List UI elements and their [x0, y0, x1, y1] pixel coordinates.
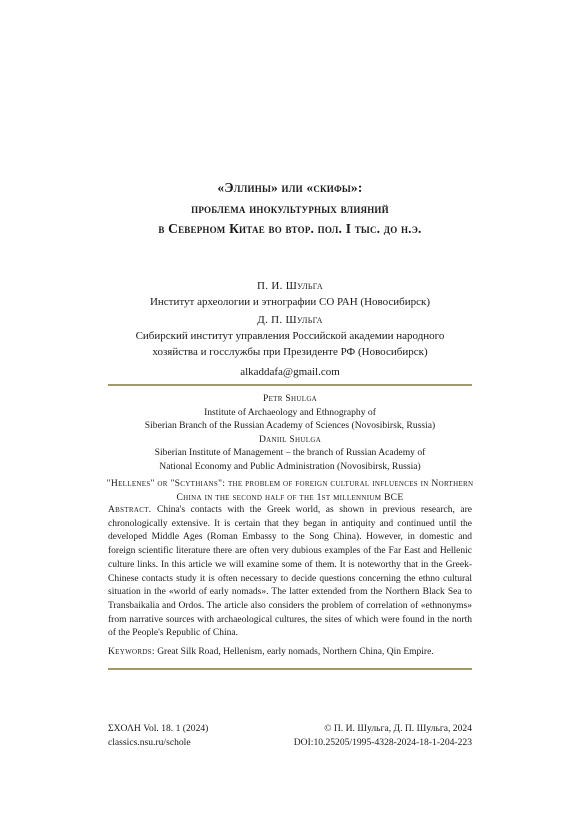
keywords-text: Great Silk Road, Hellenism, early nomads, Northern China, Qin Empire.	[157, 647, 434, 657]
divider-top	[108, 384, 472, 386]
author-en-2-affiliation-line-1: Siberian Institute of Management – the branch of Russian Academy of	[154, 447, 426, 459]
author-en-2-affiliation-line-2: National Economy and Public Administration (Novosibirsk, Russia)	[159, 460, 421, 472]
author-2-name: Д. П. Шульга	[257, 314, 323, 326]
author-en-2-name: Daniil Shulga	[258, 433, 322, 445]
title-en-line-1: "Hellenes" or "Scythians": the problem of foreign cultural influences in Northern	[106, 478, 474, 489]
authors-ru	[60, 278, 520, 380]
author-en-1-affiliation-line-2: Siberian Branch of the Russian Academy of Sciences (Novosibirsk, Russia)	[144, 420, 436, 432]
author-email[interactable]: alkaddafa@gmail.com	[240, 366, 340, 378]
abstract-text: China's contacts with the Greek world, as shown in previous research, are chronologically extensive. It is certain that they began in antiquity and continued until the developed Middle Ages (Roman Embassy to the Song China). However, in domestic and foreign scientific literature there are often very dubious examples of the Far East and Hellenic culture links. In this article we will examine some of them. It is noteworthy that in the Greek-Chinese contacts study it is often necessary to decide questions concerning the ethno cultural situation in the «world of early nomads». The latter extended from the Northern Black Sea to Transbaikalia and Ordos. The article also considers the problem of correlation of «ethnonyms» from narrative sources with archaeological cultures, the sites of which were found in the north of the People's Republic of China.	[108, 505, 472, 639]
footer-left	[108, 722, 208, 750]
keywords-label: Keywords:	[108, 647, 155, 657]
keywords	[108, 646, 472, 660]
journal-issue: ΣΧΟΛΗ Vol. 18. 1 (2024)	[108, 723, 209, 734]
article-title-ru	[60, 178, 520, 240]
author-en-1-affiliation-line-1: Institute of Archaeology and Ethnography of	[204, 406, 376, 418]
doi[interactable]: DOI:10.25205/1995-4328-2024-18-1-204-223	[293, 737, 472, 748]
journal-url[interactable]: classics.nsu.ru/schole	[108, 737, 191, 748]
author-1-name: П. И. Шульга	[257, 280, 323, 292]
abstract	[108, 504, 472, 641]
authors-en	[60, 392, 520, 474]
article-title-en	[60, 477, 520, 504]
author-2-affiliation-line-2: хозяйства и госслужбы при Президенте РФ (Новосибирск)	[152, 346, 428, 358]
abstract-label: Abstract.	[108, 505, 152, 515]
title-line-1: «Эллины» или «скифы»:	[217, 180, 363, 195]
copyright: © П. И. Шульга, Д. П. Шульга, 2024	[324, 723, 472, 734]
title-line-2: проблема инокультурных влияний	[191, 200, 389, 216]
footer-right	[290, 722, 472, 750]
author-2-affiliation-line-1: Сибирский институт управления Российской академии народного	[135, 330, 445, 342]
author-1-affiliation: Институт археологии и этнографии СО РАН (Новосибирск)	[149, 296, 431, 308]
author-en-1-name: Petr Shulga	[262, 393, 318, 404]
divider-bottom	[108, 668, 472, 670]
title-line-3: в Северном Китае во втор. пол. I тыс. до н.э.	[158, 221, 422, 236]
title-en-line-2: China in the second half of the 1st millennium BCE	[176, 491, 404, 503]
